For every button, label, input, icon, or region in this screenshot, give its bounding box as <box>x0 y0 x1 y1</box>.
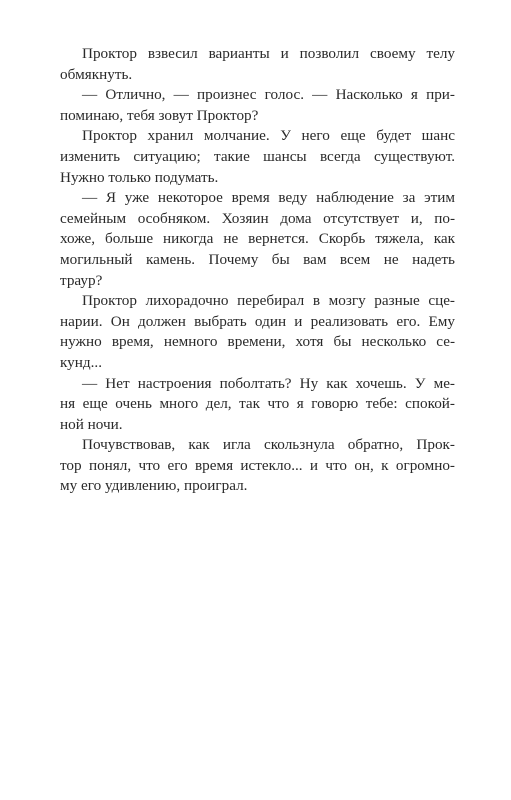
text-line: Проктор лихорадочно перебирал в мозгу разные сце- <box>82 292 455 310</box>
text-line: ня еще очень много дел, так что я говорю тебе: спокой- <box>60 395 455 413</box>
paragraph <box>60 291 455 373</box>
text-line: кунд... <box>60 353 103 371</box>
text-line: му его удивлению, проиграл. <box>60 477 248 495</box>
text-line: — Отлично, — произнес голос. — Насколько я при- <box>82 86 455 104</box>
text-line: — Нет настроения поболтать? Ну как хочешь. У ме- <box>82 374 455 392</box>
text-line: могильный камень. Почему бы вам всем не надеть <box>60 250 455 268</box>
text-line: траур? <box>60 271 103 289</box>
text-line: Нужно только подумать. <box>60 168 219 186</box>
paragraph <box>60 188 455 291</box>
paragraph <box>60 435 455 497</box>
text-line: нужно время, немного времени, хотя бы несколько се- <box>60 333 455 351</box>
text-line: Проктор хранил молчание. У него еще будет шанс <box>82 127 455 145</box>
text-line: хоже, больше никогда не вернется. Скорбь тяжела, как <box>60 230 455 248</box>
text-line: семейным особняком. Хозяин дома отсутствует и, по- <box>60 209 455 227</box>
text-line: — Я уже некоторое время веду наблюдение за этим <box>82 189 455 207</box>
text-line: тор понял, что его время истекло... и что он, к огромно- <box>60 456 455 474</box>
text-line: изменить ситуацию; такие шансы всегда существуют. <box>60 147 455 165</box>
text-line: обмякнуть. <box>60 65 133 83</box>
body-text <box>60 44 455 497</box>
text-line: Проктор взвесил варианты и позволил своему телу <box>82 45 455 62</box>
text-line: Почувствовав, как игла скользнула обратно, Прок- <box>82 436 455 454</box>
paragraph <box>60 374 455 436</box>
paragraph <box>60 44 455 85</box>
text-line: нарии. Он должен выбрать один и реализовать его. Ему <box>60 312 455 330</box>
paragraph <box>60 85 455 126</box>
paragraph <box>60 126 455 188</box>
text-line: поминаю, тебя зовут Проктор? <box>60 106 259 124</box>
text-line: ной ночи. <box>60 415 123 433</box>
